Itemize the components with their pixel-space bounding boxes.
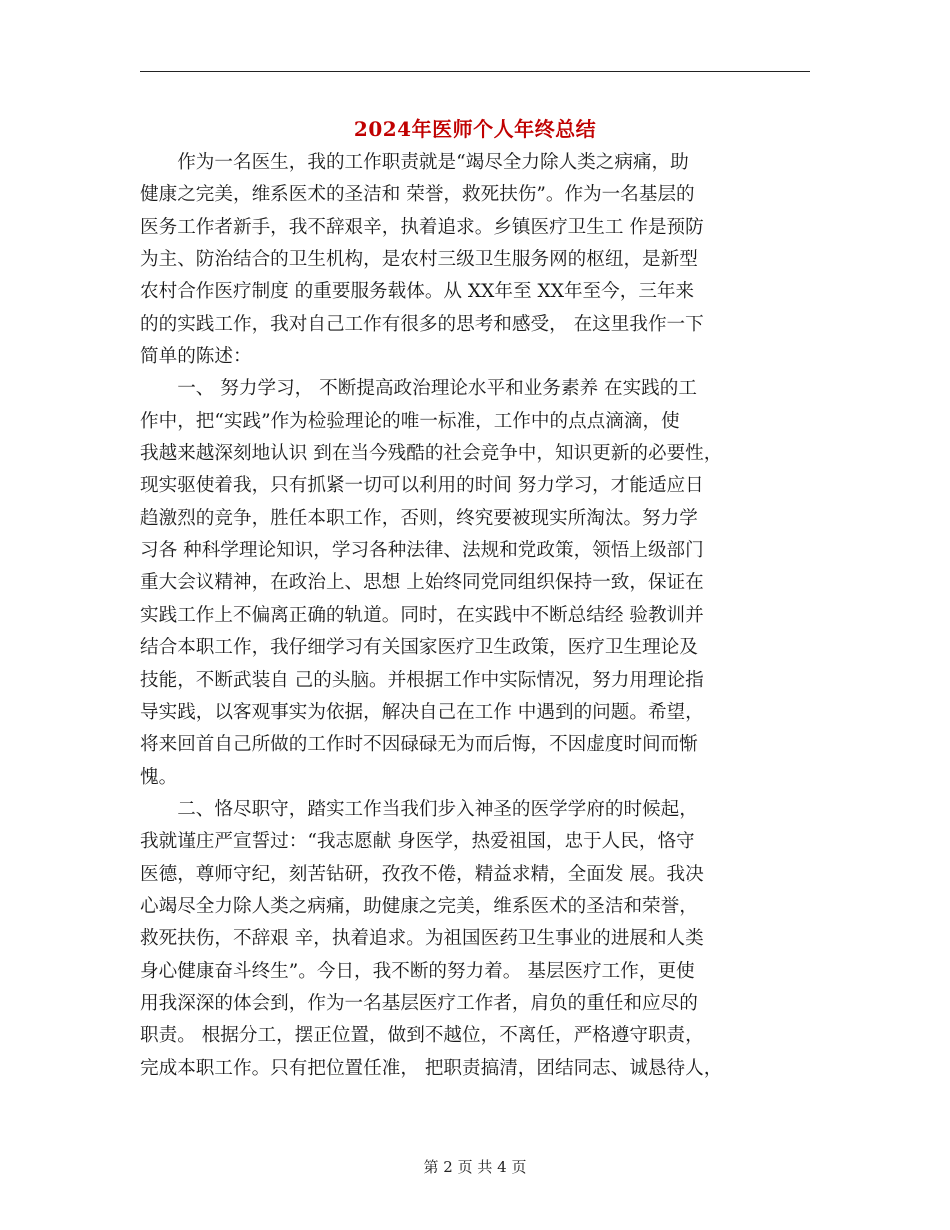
body-line: 心竭尽全力除人类之病痛，助健康之完美，维系医术的圣洁和荣誉，	[140, 895, 698, 917]
document-title: 2024年医师个人年终总结	[353, 117, 597, 141]
body-line: 为主、防治结合的卫生机构，是农村三级卫生服务网的枢纽，是新型	[140, 249, 698, 271]
document-body	[140, 147, 812, 1085]
body-line: 农村合作医疗制度 的重要服务载体。从 XX年至 XX年至今，三年来	[140, 281, 695, 303]
body-line: 二、恪尽职守，踏实工作当我们步入神圣的医学学府的时候起，	[140, 798, 698, 820]
body-line: 医德，尊师守纪，刻苦钻研，孜孜不倦，精益求精，全面发 展。我决	[140, 863, 704, 885]
body-line: 健康之完美，维系医术的圣洁和 荣誉，救死扶伤”。作为一名基层的	[140, 184, 695, 206]
body-line: 我越来越深刻地认识 到在当今残酷的社会竞争中，知识更新的必要性，	[140, 443, 723, 465]
body-line: 一、 努力学习， 不断提高政治理论水平和业务素养 在实践的工	[140, 378, 697, 400]
body-line: 作中，把“实践”作为检验理论的唯一标准，工作中的点点滴滴，使	[140, 410, 680, 432]
body-line: 结合本职工作，我仔细学习有关国家医疗卫生政策，医疗卫生理论及	[140, 637, 698, 659]
body-line: 简单的陈述：	[140, 346, 252, 368]
body-line: 的的实践工作，我对自己工作有很多的思考和感受， 在这里我作一下	[140, 313, 704, 335]
body-line: 重大会议精神，在政治上、思想 上始终同党同组织保持一致，保证在	[140, 572, 704, 594]
body-line: 医务工作者新手，我不辞艰辛，执着追求。乡镇医疗卫生工 作是预防	[140, 216, 704, 238]
body-line: 实践工作上不偏离正确的轨道。同时，在实践中不断总结经 验教训并	[140, 604, 704, 626]
body-line: 作为一名医生，我的工作职责就是“竭尽全力除人类之病痛，助	[140, 152, 689, 173]
body-line: 救死扶伤，不辞艰 辛，执着追求。为祖国医药卫生事业的进展和人类	[140, 928, 704, 950]
body-line: 身心健康奋斗终生”。今日，我不断的努力着。 基层医疗工作，更使	[140, 960, 695, 982]
body-line: 趋激烈的竞争，胜任本职工作，否则，终究要被现实所淘汰。努力学	[140, 507, 698, 529]
body-line: 将来回首自己所做的工作时不因碌碌无为而后悔，不因虚度时间而惭	[140, 734, 698, 756]
body-line: 完成本职工作。只有把位置任准， 把职责搞清，团结同志、诚恳待人，	[140, 1057, 723, 1079]
body-line: 习各 种科学理论知识，学习各种法律、法规和党政策，领悟上级部门	[140, 540, 704, 562]
body-line: 技能，不断武装自 己的头脑。并根据工作中实际情况，努力用理论指	[140, 669, 704, 691]
body-line: 导实践，以客观事实为依据，解决自己在工作 中遇到的问题。希望，	[140, 701, 704, 723]
body-line: 现实驱使着我，只有抓紧一切可以利用的时间 努力学习，才能适应日	[140, 475, 704, 497]
body-line: 愧。	[140, 766, 178, 788]
body-line: 职责。 根据分工，摆正位置，做到不越位，不离任，严格遵守职责，	[140, 1025, 704, 1047]
body-line: 我就谨庄严宣誓过：“我志愿献 身医学，热爱祖国，忠于人民，恪守	[140, 831, 695, 853]
header-rule	[140, 71, 810, 72]
page-number-footer: 第 2 页 共 4 页	[423, 1158, 527, 1176]
body-line: 用我深深的体会到，作为一名基层医疗工作者，肩负的重任和应尽的	[140, 992, 698, 1014]
